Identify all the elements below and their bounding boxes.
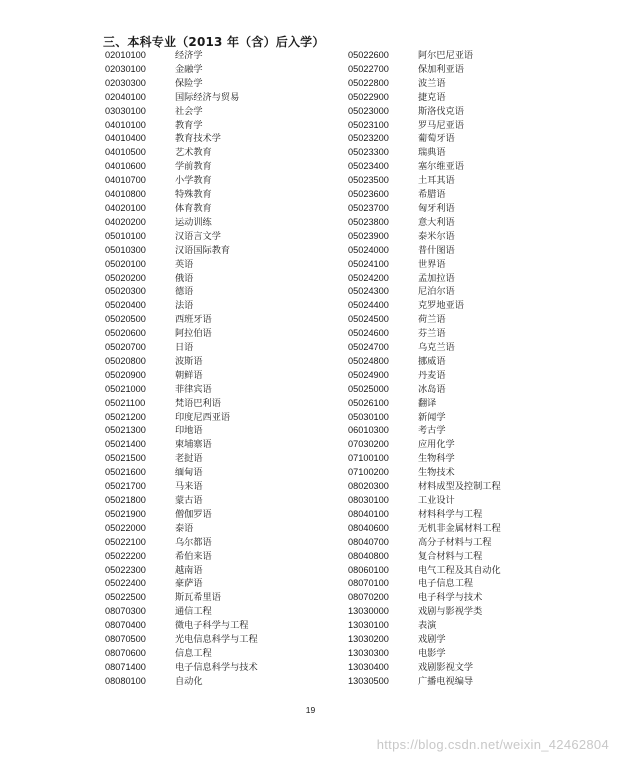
major-row: [105, 119, 258, 133]
major-code: 05024900: [348, 369, 389, 380]
major-code: 05021500: [105, 453, 146, 464]
major-name: 希伯来语: [175, 550, 212, 562]
major-name: 新闻学: [418, 411, 446, 423]
major-row: [348, 105, 501, 119]
major-name: 通信工程: [175, 606, 212, 618]
major-name: 戏剧与影视学类: [418, 606, 483, 618]
major-row: [105, 341, 258, 355]
major-name: 电子科学与技术: [418, 592, 483, 604]
major-code: 05022700: [348, 63, 389, 74]
major-name: 匈牙利语: [418, 202, 455, 214]
major-code: 02030100: [105, 63, 146, 74]
major-name: 电子信息科学与技术: [175, 661, 258, 673]
major-row: [105, 188, 258, 202]
major-code: 13030200: [348, 634, 389, 645]
major-code: 05020300: [105, 286, 146, 297]
major-row: [105, 633, 258, 647]
major-name: 希腊语: [418, 189, 446, 201]
major-name: 波兰语: [418, 77, 446, 89]
major-row: [105, 397, 258, 411]
major-name: 印地语: [175, 425, 203, 437]
major-row: [348, 550, 501, 564]
major-name: 豪萨语: [175, 578, 203, 590]
major-name: 法语: [175, 300, 194, 312]
major-name: 自动化: [175, 675, 203, 687]
major-row: [105, 424, 258, 438]
major-name: 僧伽罗语: [175, 508, 212, 520]
major-code: 05023500: [348, 175, 389, 186]
major-row: [348, 577, 501, 591]
major-code: 08070200: [348, 592, 389, 603]
major-code: 05023700: [348, 202, 389, 213]
major-name: 英语: [175, 258, 194, 270]
major-name: 微电子科学与工程: [175, 620, 249, 632]
major-row: [105, 522, 258, 536]
major-code: 04010800: [105, 189, 146, 200]
major-code: 07030200: [348, 439, 389, 450]
left-major-list: [105, 49, 258, 689]
major-code: 08040700: [348, 536, 389, 547]
major-name: 表演: [418, 620, 437, 632]
major-name: 世界语: [418, 258, 446, 270]
major-row: [348, 202, 501, 216]
major-row: [105, 661, 258, 675]
major-name: 塞尔维亚语: [418, 161, 464, 173]
major-code: 05022600: [348, 50, 389, 60]
major-name: 生物技术: [418, 467, 455, 479]
major-name: 汉语言文学: [175, 230, 221, 242]
major-code: 08060100: [348, 564, 389, 575]
major-name: 戏剧学: [418, 634, 446, 646]
major-row: [348, 647, 501, 661]
major-name: 荷兰语: [418, 314, 446, 326]
major-code: 08070600: [105, 647, 146, 658]
major-name: 教育学: [175, 119, 203, 131]
major-name: 乌克兰语: [418, 342, 455, 354]
major-row: [105, 564, 258, 578]
major-row: [105, 355, 258, 369]
major-code: 05021100: [105, 397, 146, 408]
major-code: 03030100: [105, 105, 146, 116]
major-row: [105, 105, 258, 119]
major-code: 05020700: [105, 342, 146, 353]
major-row: [348, 272, 501, 286]
major-name: 金融学: [175, 63, 203, 75]
major-name: 越南语: [175, 564, 203, 576]
major-code: 05026100: [348, 397, 389, 408]
major-code: 08071400: [105, 661, 146, 672]
major-code: 04010500: [105, 147, 146, 158]
major-row: [348, 313, 501, 327]
major-code: 05022400: [105, 578, 146, 589]
major-code: 08070300: [105, 606, 146, 617]
major-name: 特殊教育: [175, 189, 212, 201]
major-row: [348, 522, 501, 536]
major-code: 08070100: [348, 578, 389, 589]
major-code: 05024800: [348, 355, 389, 366]
major-code: 08040100: [348, 508, 389, 519]
major-name: 材料科学与工程: [418, 508, 483, 520]
major-code: 04010700: [105, 175, 146, 186]
major-row: [105, 160, 258, 174]
major-name: 西班牙语: [175, 314, 212, 326]
major-name: 芬兰语: [418, 328, 446, 340]
major-row: [105, 202, 258, 216]
major-code: 04020200: [105, 216, 146, 227]
major-code: 05020100: [105, 258, 146, 269]
major-code: 05022800: [348, 77, 389, 88]
major-name: 阿拉伯语: [175, 328, 212, 340]
major-name: 克罗地亚语: [418, 300, 464, 312]
major-code: 05021800: [105, 495, 146, 505]
major-name: 保加利亚语: [418, 63, 464, 75]
major-row: [348, 424, 501, 438]
major-code: 08080100: [105, 675, 146, 686]
major-row: [348, 605, 501, 619]
major-row: [348, 244, 501, 258]
major-row: [348, 536, 501, 550]
major-name: 柬埔寨语: [175, 439, 212, 451]
major-row: [105, 244, 258, 258]
major-row: [105, 258, 258, 272]
major-name: 瑞典语: [418, 147, 446, 159]
major-code: 05025000: [348, 383, 389, 394]
major-code: 05024700: [348, 342, 389, 353]
major-row: [348, 63, 501, 77]
major-name: 汉语国际教育: [175, 244, 231, 256]
major-row: [105, 383, 258, 397]
major-row: [348, 397, 501, 411]
major-name: 冰岛语: [418, 383, 446, 395]
major-code: 05021600: [105, 467, 146, 478]
major-row: [348, 591, 501, 605]
major-row: [348, 146, 501, 160]
major-name: 运动训练: [175, 216, 212, 228]
major-code: 05020400: [105, 300, 146, 311]
major-row: [105, 63, 258, 77]
major-name: 小学教育: [175, 175, 212, 187]
major-name: 朝鲜语: [175, 369, 203, 381]
major-code: 04010400: [105, 133, 146, 144]
major-code: 05020800: [105, 355, 146, 366]
major-code: 05024600: [348, 328, 389, 339]
major-name: 高分子材料与工程: [418, 536, 492, 548]
major-row: [348, 633, 501, 647]
major-code: 07100200: [348, 467, 389, 478]
major-row: [105, 77, 258, 91]
major-row: [348, 452, 501, 466]
major-row: [105, 675, 258, 689]
major-name: 电影学: [418, 647, 446, 659]
major-row: [105, 577, 258, 591]
major-row: [105, 299, 258, 313]
major-row: [348, 369, 501, 383]
major-name: 教育技术学: [175, 133, 221, 145]
major-row: [348, 411, 501, 425]
major-code: 05021200: [105, 411, 146, 422]
major-row: [105, 91, 258, 105]
major-name: 戏剧影视文学: [418, 661, 474, 673]
major-row: [348, 160, 501, 174]
major-name: 挪威语: [418, 355, 446, 367]
major-row: [105, 605, 258, 619]
major-name: 意大利语: [418, 216, 455, 228]
major-row: [348, 661, 501, 675]
major-code: 05023200: [348, 133, 389, 144]
major-row: [105, 369, 258, 383]
major-name: 体育教育: [175, 202, 212, 214]
major-row: [348, 258, 501, 272]
major-name: 丹麦语: [418, 369, 446, 381]
major-row: [105, 216, 258, 230]
major-code: 05024400: [348, 300, 389, 311]
major-row: [348, 77, 501, 91]
major-row: [105, 536, 258, 550]
major-code: 08020300: [348, 481, 389, 492]
major-name: 菲律宾语: [175, 383, 212, 395]
watermark: https://blog.csdn.net/weixin_42462804: [376, 737, 609, 752]
major-code: 05023100: [348, 119, 389, 130]
major-code: 05022500: [105, 592, 146, 603]
major-name: 应用化学: [418, 439, 455, 451]
major-row: [105, 272, 258, 286]
major-code: 05021400: [105, 439, 146, 450]
major-name: 光电信息科学与工程: [175, 634, 258, 646]
major-row: [348, 299, 501, 313]
major-name: 艺术教育: [175, 147, 212, 159]
major-row: [105, 411, 258, 425]
major-name: 生物科学: [418, 453, 455, 465]
major-code: 13030000: [348, 606, 389, 617]
major-code: 08040600: [348, 522, 389, 533]
major-name: 梵语巴利语: [175, 397, 221, 409]
major-code: 13030500: [348, 675, 389, 686]
major-code: 05023900: [348, 230, 389, 241]
major-name: 蒙古语: [175, 495, 203, 506]
major-name: 材料成型及控制工程: [418, 481, 501, 493]
major-code: 05023400: [348, 161, 389, 172]
major-code: 05020500: [105, 314, 146, 325]
major-name: 印度尼西亚语: [175, 411, 231, 423]
major-code: 13030400: [348, 661, 389, 672]
major-row: [105, 494, 258, 508]
major-code: 06010300: [348, 425, 389, 436]
section-title: 三、本科专业（2013 年（含）后入学）: [103, 35, 325, 49]
major-row: [105, 132, 258, 146]
major-code: 05022000: [105, 522, 146, 533]
major-code: 05022100: [105, 536, 146, 547]
major-code: 05023800: [348, 216, 389, 227]
major-code: 05020600: [105, 328, 146, 339]
major-code: 02010100: [105, 50, 146, 60]
major-name: 土耳其语: [418, 175, 455, 187]
major-name: 电子信息工程: [418, 578, 474, 590]
major-code: 05024500: [348, 314, 389, 325]
major-name: 乌尔都语: [175, 536, 212, 548]
major-code: 07100100: [348, 453, 389, 464]
major-name: 信息工程: [175, 647, 212, 659]
major-row: [348, 564, 501, 578]
major-row: [348, 174, 501, 188]
major-code: 05022900: [348, 91, 389, 102]
major-name: 孟加拉语: [418, 272, 455, 284]
major-code: 08030100: [348, 495, 389, 505]
major-row: [105, 480, 258, 494]
major-code: 13030300: [348, 647, 389, 658]
major-code: 05023300: [348, 147, 389, 158]
major-name: 捷克语: [418, 91, 446, 103]
page-number: 19: [305, 705, 316, 715]
major-row: [348, 494, 501, 508]
major-name: 老挝语: [175, 453, 203, 465]
major-name: 翻译: [418, 397, 437, 409]
major-name: 阿尔巴尼亚语: [418, 50, 474, 61]
major-code: 13030100: [348, 620, 389, 631]
major-name: 保险学: [175, 77, 203, 89]
major-row: [348, 327, 501, 341]
major-row: [348, 480, 501, 494]
major-name: 国际经济与贸易: [175, 91, 240, 103]
major-name: 尼泊尔语: [418, 286, 455, 298]
major-row: [348, 438, 501, 452]
major-code: 05024000: [348, 244, 389, 255]
major-name: 工业设计: [418, 495, 455, 506]
major-code: 08070400: [105, 620, 146, 631]
major-code: 05021700: [105, 481, 146, 492]
major-name: 社会学: [175, 105, 203, 117]
major-name: 马来语: [175, 481, 203, 493]
major-row: [348, 355, 501, 369]
major-name: 罗马尼亚语: [418, 119, 464, 131]
major-row: [105, 550, 258, 564]
major-code: 05022200: [105, 550, 146, 561]
major-code: 05030100: [348, 411, 389, 422]
right-major-list: [348, 49, 501, 689]
major-row: [348, 675, 501, 689]
major-name: 复合材料与工程: [418, 550, 483, 562]
major-code: 08070500: [105, 634, 146, 645]
major-code: 05024200: [348, 272, 389, 283]
major-name: 俄语: [175, 272, 194, 284]
major-name: 泰语: [175, 522, 194, 534]
major-name: 葡萄牙语: [418, 133, 455, 145]
major-row: [105, 647, 258, 661]
major-row: [105, 285, 258, 299]
major-row: [348, 508, 501, 522]
major-code: 05010300: [105, 244, 146, 255]
major-name: 经济学: [175, 50, 203, 61]
major-row: [105, 438, 258, 452]
major-row: [348, 466, 501, 480]
major-code: 05021300: [105, 425, 146, 436]
major-name: 电气工程及其自动化: [418, 564, 501, 576]
major-row: [348, 230, 501, 244]
major-row: [105, 466, 258, 480]
major-row: [348, 132, 501, 146]
major-row: [105, 452, 258, 466]
major-code: 05024300: [348, 286, 389, 297]
major-code: 04010600: [105, 161, 146, 172]
major-code: 05010100: [105, 230, 146, 241]
major-name: 泰米尔语: [418, 230, 455, 242]
major-code: 05023600: [348, 189, 389, 200]
major-name: 波斯语: [175, 355, 203, 367]
major-row: [105, 49, 258, 63]
major-code: 04010100: [105, 119, 146, 130]
major-code: 05020900: [105, 369, 146, 380]
major-row: [348, 188, 501, 202]
major-row: [105, 174, 258, 188]
major-row: [105, 327, 258, 341]
major-name: 日语: [175, 342, 194, 354]
major-row: [348, 383, 501, 397]
major-code: 08040800: [348, 550, 389, 561]
major-row: [105, 619, 258, 633]
major-name: 广播电视编导: [418, 675, 474, 687]
major-name: 斯洛伐克语: [418, 105, 464, 117]
major-code: 05024100: [348, 258, 389, 269]
major-code: 05023000: [348, 105, 389, 116]
major-row: [105, 146, 258, 160]
major-name: 斯瓦希里语: [175, 592, 221, 604]
major-code: 05022300: [105, 564, 146, 575]
major-name: 德语: [175, 286, 194, 298]
major-row: [105, 508, 258, 522]
major-code: 02030300: [105, 77, 146, 88]
major-row: [348, 91, 501, 105]
major-row: [348, 341, 501, 355]
major-code: 04020100: [105, 202, 146, 213]
major-row: [105, 313, 258, 327]
major-row: [105, 230, 258, 244]
major-code: 02040100: [105, 91, 146, 102]
major-name: 学前教育: [175, 161, 212, 173]
major-name: 无机非金属材料工程: [418, 522, 501, 534]
major-row: [348, 216, 501, 230]
major-row: [348, 285, 501, 299]
major-code: 05021900: [105, 508, 146, 519]
major-row: [348, 119, 501, 133]
major-row: [348, 49, 501, 63]
major-row: [348, 619, 501, 633]
major-code: 05021000: [105, 383, 146, 394]
major-name: 考古学: [418, 425, 446, 437]
major-row: [105, 591, 258, 605]
major-name: 普什图语: [418, 244, 455, 256]
major-code: 05020200: [105, 272, 146, 283]
major-name: 缅甸语: [175, 467, 203, 479]
